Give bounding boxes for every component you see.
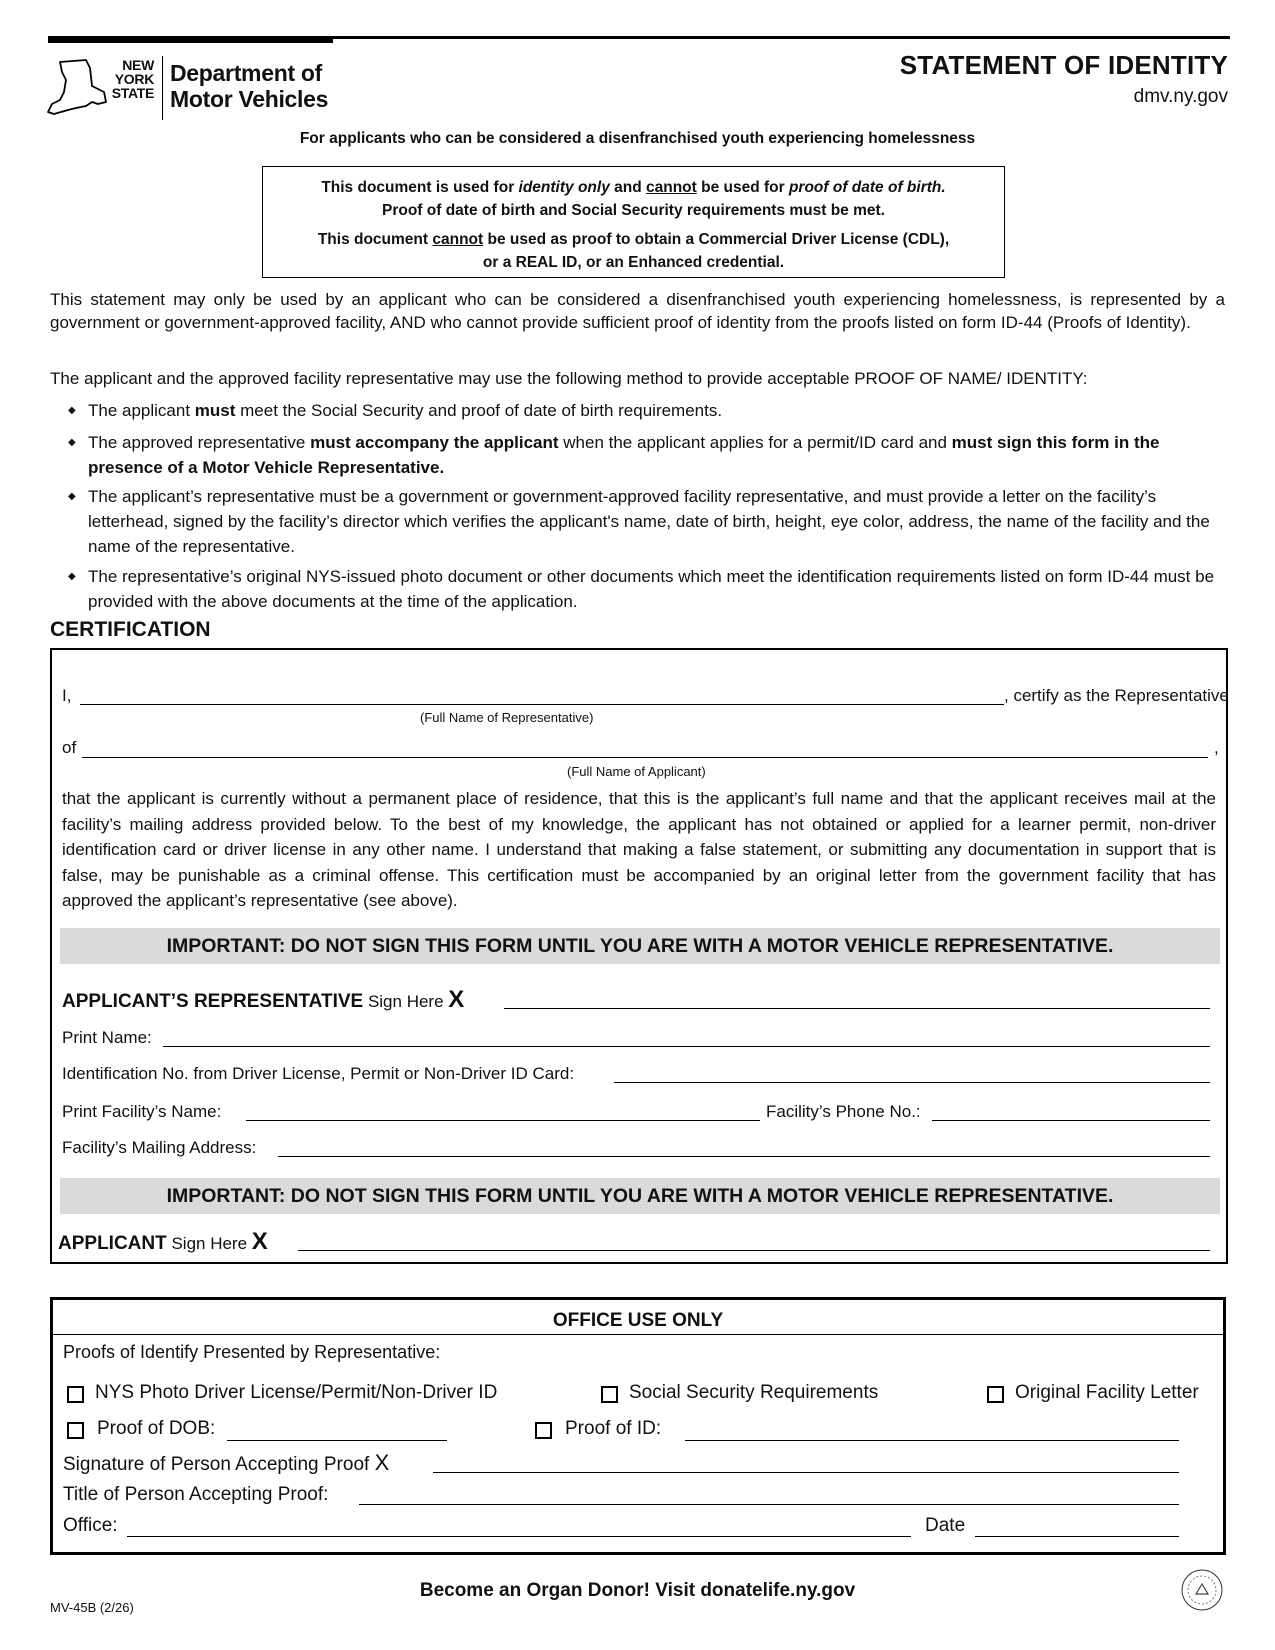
website-url: dmv.ny.gov: [1133, 86, 1228, 107]
id-number-field[interactable]: [614, 1082, 1210, 1083]
accepting-title-field[interactable]: [359, 1504, 1179, 1505]
facility-phone-field[interactable]: [932, 1120, 1210, 1121]
certification-statement: that the applicant is currently without a permanent place of residence, that this is the applicant’s full name and that the applicant receives mail at the facility’s mailing address provided below. To the best of my knowledge, the applicant has not obtained or applied for a learner permit, non-driver identification card or driver license in any other name. I understand that making a false statement, or submitting any documentation in support that is false, may be punishable as a criminal offense. This certification must be accompanied by an original letter from the government facility that has approved the applicant’s representative (see above).: [62, 789, 1216, 910]
page-subtitle: For applicants who can be considered a disenfranchised youth experiencing homelessness: [299, 130, 976, 147]
comma-label: ,: [1214, 738, 1219, 757]
proof-of-id-label: Proof of ID:: [565, 1418, 662, 1439]
i-label: I,: [62, 686, 72, 705]
applicant-signature-label: APPLICANT Sign Here X: [58, 1228, 268, 1255]
bullet-item-2: ◆ The approved representative must accompany the applicant when the applicant applies for a permit/ID card and must sign this form in the presence of a Motor Vehicle Representative.: [68, 430, 1224, 480]
office-field[interactable]: [127, 1536, 911, 1537]
representative-name-caption: (Full Name of Representative): [420, 710, 594, 725]
facility-phone-label: Facility’s Phone No.:: [766, 1102, 921, 1121]
applicant-full-name-field[interactable]: [82, 757, 1208, 758]
facility-letter-checkbox[interactable]: [987, 1386, 1004, 1403]
form-number: MV-45B (2/26): [50, 1600, 134, 1615]
facility-address-field[interactable]: [278, 1156, 1210, 1157]
notice-line-3: This document cannot be used as proof to obtain a Commercial Driver License (CDL),: [317, 231, 950, 248]
certification-heading: CERTIFICATION: [50, 618, 211, 641]
notice-line-4: or a REAL ID, or an Enhanced credential.: [482, 254, 785, 271]
notice-line-2: Proof of date of birth and Social Security requirements must be met.: [382, 202, 885, 219]
applicant-name-caption: (Full Name of Applicant): [567, 764, 706, 779]
proof-of-dob-checkbox[interactable]: [67, 1422, 84, 1439]
print-name-field[interactable]: [163, 1046, 1210, 1047]
accepting-signature-field[interactable]: [433, 1472, 1179, 1473]
office-label: Office:: [63, 1515, 118, 1536]
organ-donor-message: Become an Organ Donor! Visit donatelife.ny.gov: [419, 1580, 856, 1601]
page-title: STATEMENT OF IDENTITY: [899, 50, 1228, 80]
nys-photo-id-label: NYS Photo Driver License/Permit/Non-Driver ID: [95, 1382, 498, 1403]
header-rule-accent: [48, 36, 333, 43]
print-name-label: Print Name:: [62, 1028, 152, 1047]
social-security-label: Social Security Requirements: [629, 1382, 879, 1403]
facility-address-label: Facility’s Mailing Address:: [62, 1138, 257, 1157]
office-use-title: OFFICE USE ONLY: [552, 1310, 724, 1331]
accepting-signature-label: Signature of Person Accepting Proof X: [63, 1450, 390, 1475]
important-banner-2: IMPORTANT: DO NOT SIGN THIS FORM UNTIL YOU ARE WITH A MOTOR VEHICLE REPRESENTATIVE.: [60, 1178, 1220, 1214]
proof-of-dob-field[interactable]: [227, 1440, 447, 1441]
id-number-label: Identification No. from Driver License, Permit or Non-Driver ID Card:: [62, 1064, 575, 1083]
bullet-item-1: ◆ The applicant must meet the Social Security and proof of date of birth requirements.: [68, 398, 1224, 423]
intro-paragraph-2: The applicant and the approved facility representative may use the following method to provide acceptable PROOF OF NAME/ IDENTITY:: [50, 369, 1088, 388]
facility-name-label: Print Facility’s Name:: [62, 1102, 222, 1121]
proof-of-id-checkbox[interactable]: [535, 1422, 552, 1439]
facility-letter-label: Original Facility Letter: [1015, 1382, 1199, 1403]
of-label: of: [62, 738, 77, 757]
representative-signature-label: APPLICANT’S REPRESENTATIVE Sign Here X: [62, 986, 465, 1013]
notice-line-1: This document is used for identity only and cannot be used for proof of date of birth.: [321, 179, 946, 196]
logo-state-text: NEW YORK STATE: [111, 57, 154, 101]
logo-department-text: Department of Motor Vehicles: [170, 60, 329, 112]
date-field[interactable]: [975, 1536, 1179, 1537]
nys-photo-id-checkbox[interactable]: [67, 1386, 84, 1403]
representative-full-name-field[interactable]: [80, 704, 1004, 705]
certify-label: , certify as the Representative: [1004, 686, 1229, 705]
recycle-seal-icon: [1180, 1568, 1224, 1612]
accepting-title-label: Title of Person Accepting Proof:: [63, 1484, 329, 1505]
notice-box: [262, 166, 1005, 278]
certification-box: [50, 648, 1228, 1264]
important-banner-1: IMPORTANT: DO NOT SIGN THIS FORM UNTIL YOU ARE WITH A MOTOR VEHICLE REPRESENTATIVE.: [60, 928, 1220, 964]
representative-signature-field[interactable]: [504, 1008, 1210, 1009]
dmv-logo: [46, 54, 346, 122]
proofs-label: Proofs of Identify Presented by Representative:: [63, 1342, 441, 1362]
bullet-item-4: ◆ The representative’s original NYS-issued photo document or other documents which meet the identification requirements listed on form ID-44 must be provided with the above documents at the time of the application.: [68, 564, 1224, 614]
applicant-signature-field[interactable]: [298, 1250, 1210, 1251]
bullet-item-3: ◆ The applicant’s representative must be a government or government-approved facility representative, and must provide a letter on the facility’s letterhead, signed by the facility’s director which verifies the applicant's name, date of birth, height, eye color, address, the name of the facility and the name of the representative.: [68, 484, 1224, 559]
proof-of-id-field[interactable]: [685, 1440, 1179, 1441]
facility-name-field[interactable]: [246, 1120, 760, 1121]
new-york-state-outline-icon: [46, 58, 108, 118]
social-security-checkbox[interactable]: [601, 1386, 618, 1403]
intro-paragraph-1: This statement may only be used by an applicant who can be considered a disenfranchised youth experiencing homelessness, is represented by a government or government-approved facility, AND who cannot provide sufficient proof of identity from the proofs listed on form ID-44 (Proofs of Identity).: [50, 290, 1225, 332]
proof-of-dob-label: Proof of DOB:: [97, 1418, 216, 1439]
office-use-box: [50, 1297, 1226, 1555]
date-label: Date: [925, 1515, 966, 1536]
